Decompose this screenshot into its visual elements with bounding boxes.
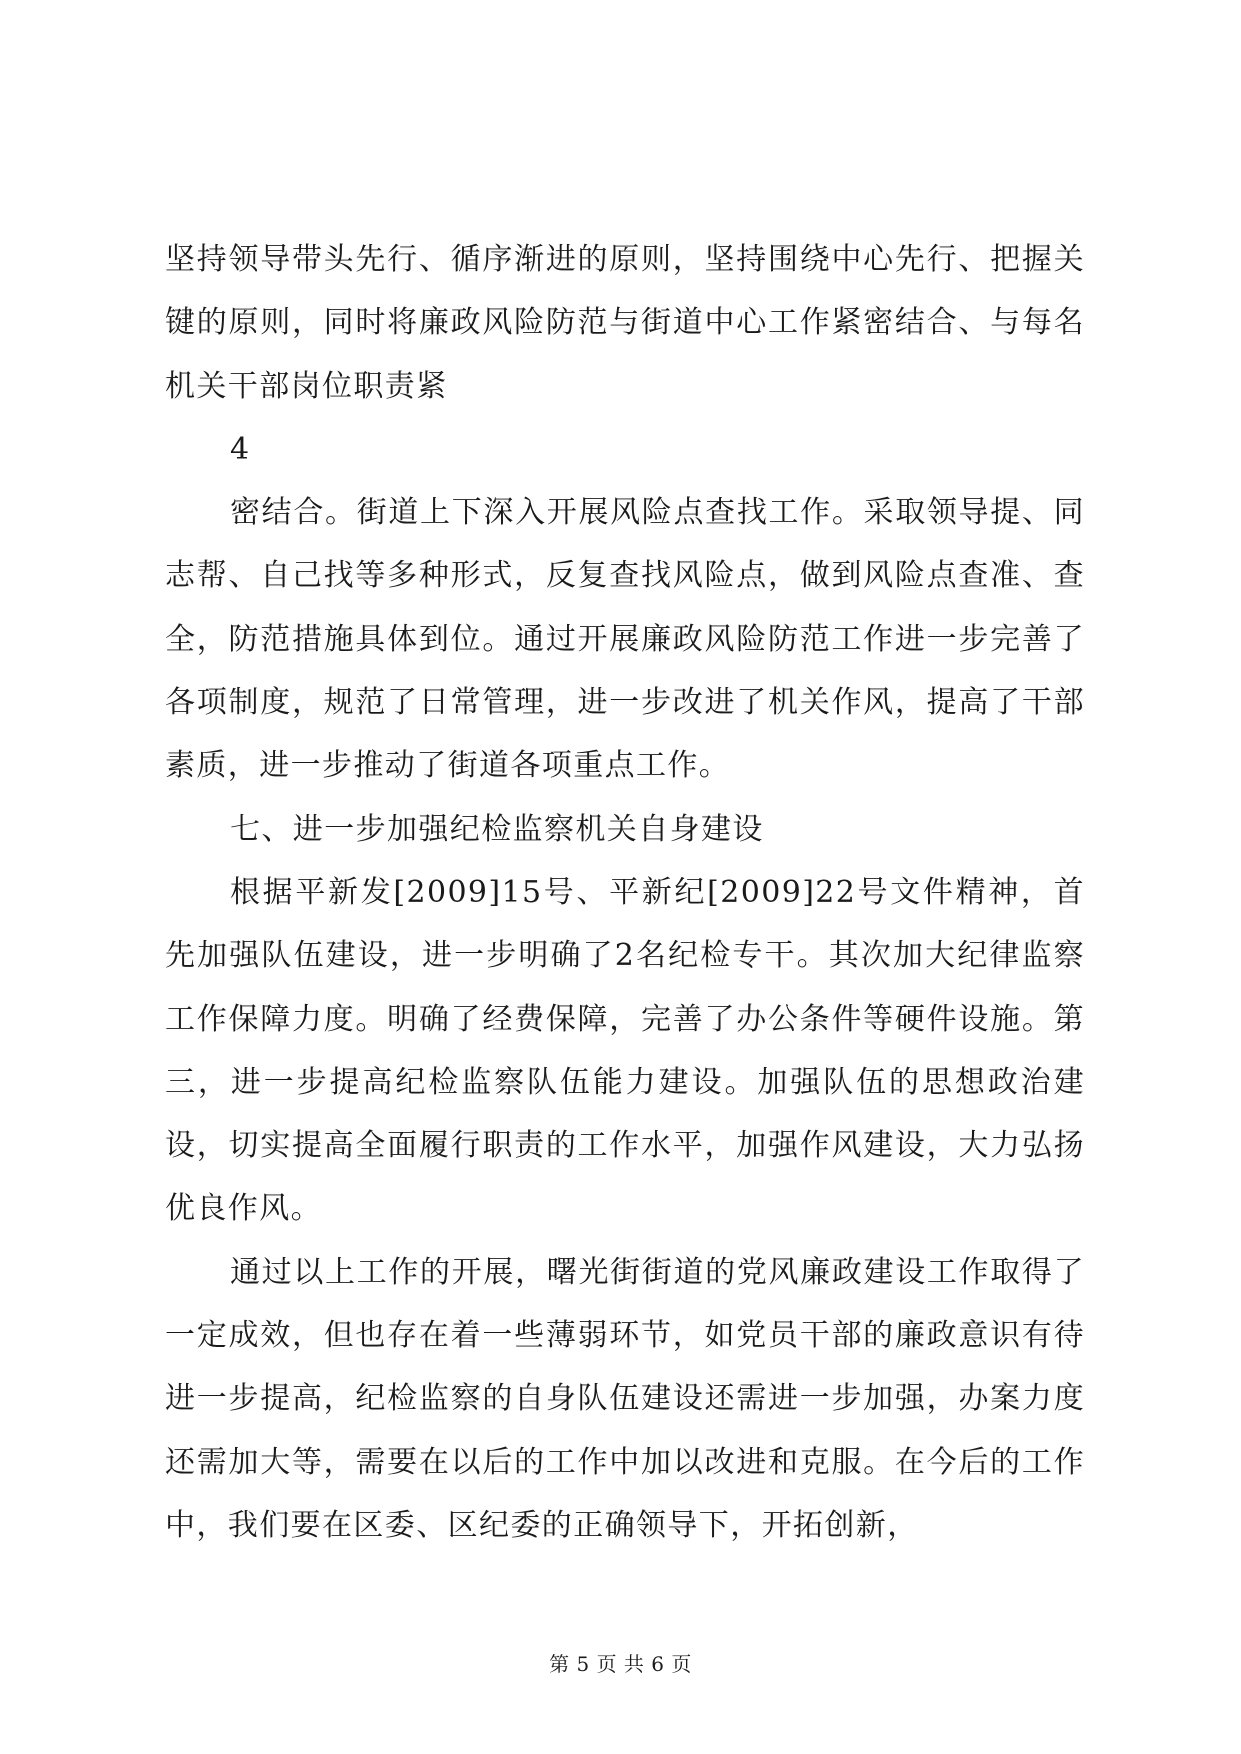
paragraph-risk-prevention: 密结合。街道上下深入开展风险点查找工作。采取领导提、同志帮、自己找等多种形式，反复查找风险点，做到风险点查准、查全，防范措施具体到位。通过开展廉政风险防范工作进一步完善了各项制度，规范了日常管理，进一步改进了机关作风，提高了干部素质，进一步推动了街道各项重点工作。 — [165, 495, 1085, 784]
page-number-footer: 第 5 页 共 6 页 — [549, 1652, 692, 1676]
paragraph-continuation: 坚持领导带头先行、循序渐进的原则，坚持围绕中心先行、把握关键的原则，同时将廉政风险防范与街道中心工作紧密结合、与每名机关干部岗位职责紧 — [165, 242, 1085, 404]
paragraph-stray-number: 4 — [230, 431, 251, 467]
paragraph-self-building: 根据平新发[2009]15号、平新纪[2009]22号文件精神，首先加强队伍建设，进一步明确了2名纪检专干。其次加大纪律监察工作保障力度。明确了经费保障，完善了办公条件等硬件设施。第三，进一步提高纪检监察队伍能力建设。加强队伍的思想政治建设，切实提高全面履行职责的工作水平，加强作风建设，大力弘扬优良作风。 — [165, 874, 1085, 1227]
paragraph-summary: 通过以上工作的开展，曙光街街道的党风廉政建设工作取得了一定成效，但也存在着一些薄弱环节，如党员干部的廉政意识有待进一步提高，纪检监察的自身队伍建设还需进一步加强，办案力度还需加大等，需要在以后的工作中加以改进和克服。在今后的工作中，我们要在区委、区纪委的正确领导下，开拓创新， — [165, 1254, 1085, 1543]
document-body — [165, 228, 1085, 1557]
section-heading-seven: 七、进一步加强纪检监察机关自身建设 — [230, 811, 764, 847]
